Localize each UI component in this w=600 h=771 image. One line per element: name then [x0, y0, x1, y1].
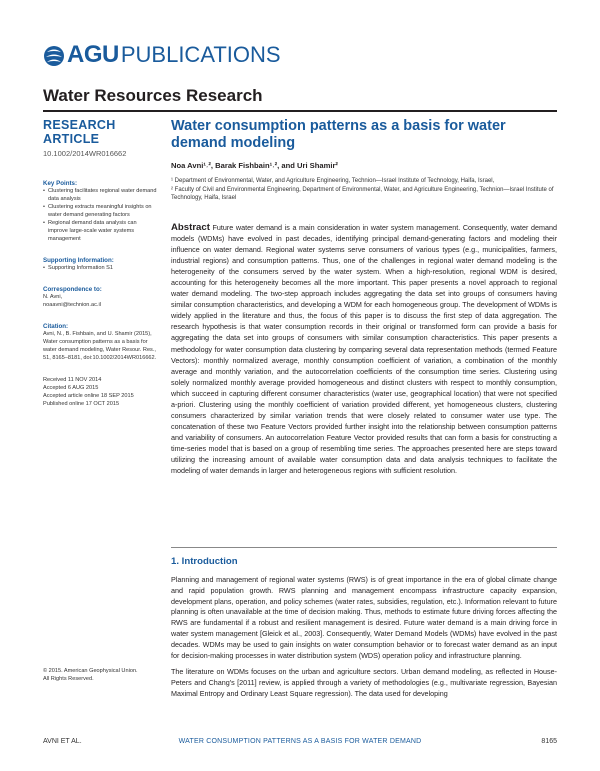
- correspondence-name: N. Avni,: [43, 294, 63, 300]
- footer-running-title: WATER CONSUMPTION PATTERNS AS A BASIS FOR WATER DEMAND: [178, 738, 422, 745]
- citation-heading: Citation:: [43, 323, 69, 330]
- affiliations: [171, 177, 557, 203]
- paragraph: The literature on WDMs focuses on the urban and agriculture sectors. Urban demand modeling, as reflected in House-Peters and Chang's [2011] review, is applied through a variety of methodologies (e.g., multivariate regression, Bayesian Maximal Entropy and Ordinary Least Square regression). The data used for developing: [171, 667, 557, 698]
- abstract: [171, 222, 557, 476]
- supporting-info-heading: Supporting Information:: [43, 257, 114, 264]
- date-published: Published online 17 OCT 2015: [43, 401, 120, 407]
- article-type: RESEARCH ARTICLE: [43, 118, 116, 146]
- copyright-notice: [43, 667, 158, 683]
- affiliation: ² Faculty of Civil and Environmental Engineering, Department of Environmental, Water, and Agriculture Engineering, Technion—Israel Institute of Technology, Haifa, Israel: [171, 186, 554, 201]
- page-number: 8165: [541, 738, 557, 745]
- article-header: [171, 118, 557, 203]
- article-title: [171, 118, 557, 152]
- date-accepted: Accepted 6 AUG 2015: [43, 385, 99, 391]
- supporting-info-list: [43, 264, 158, 272]
- journal-name: Water Resources Research: [43, 86, 263, 105]
- date-accepted-online: Accepted article online 18 SEP 2015: [43, 393, 134, 399]
- page-footer: [43, 738, 557, 748]
- correspondence-email[interactable]: noaavni@technion.ac.il: [43, 302, 101, 308]
- key-points-list: [43, 187, 158, 243]
- abstract-heading: Abstract: [171, 222, 210, 233]
- affiliation: ¹ Department of Environmental, Water, and Agriculture Engineering, Technion—Israel Institute of Technology, Haifa, Israel,: [171, 178, 495, 184]
- correspondence-heading: Correspondence to:: [43, 286, 102, 293]
- logo-publications-text: PUBLICATIONS: [120, 42, 281, 67]
- article-dates: [43, 376, 158, 408]
- agu-globe-icon: [43, 43, 65, 67]
- key-point: • Clustering extracts meaningful insights on water demand generating factors: [43, 203, 158, 219]
- introduction-heading: 1. Introduction: [171, 556, 238, 567]
- agu-publications-logo: [43, 42, 281, 68]
- title-line: demand modeling: [171, 135, 296, 151]
- section-divider: [171, 547, 557, 548]
- footer-authors: AVNI ET AL.: [43, 738, 82, 745]
- title-line: Water consumption patterns as a basis for water: [171, 118, 506, 134]
- supporting-info-link[interactable]: • Supporting Information S1: [43, 264, 158, 272]
- sidebar: [43, 118, 158, 408]
- date-received: Received 11 NOV 2014: [43, 377, 102, 383]
- abstract-text: Future water demand is a main consideration in water system management. Consequently, water demand models (WDMs) have evolved in past decades, identifying principal demand-generating factors and modeling their influence on water demand. Regional water systems serve consumers of various types (e.g., municipalities, farmers, industrial regions) and consumption patterns. Thus, one of the challenges in regional water demand modeling is the heterogeneity of the consumers served by the water system. When a high-resolution, regional WDM is desired, accounting for this heterogeneity becomes all the more important. This paper presents a novel approach to regional water demand modeling. The two-step approach includes aggregating the data set into groups of consumers having similar consumption characteristics, and developing a WDM for each homogeneous group. The development of WDMs is widely applied in the literature and thus, the focus of this paper is to discuss the first step of data aggregation. The research hypothesis is that water consumption records in their original or transformed form can provide a basis for aggregating the data set into groups of consumers with similar consumption characteristics. This paper presents a methodology for water consumption data clustering by comparing several data representation methods (termed Feature Vectors): monthly normalized average, monthly consumption coefficient of variation, a combination of the monthly average and monthly variation, and the autocorrelation coefficients of the consumption time series. Clustering using solely normalized monthly average provided homogeneous and distinct clusters with respect to monthly consumption, which succeed in capturing different consumer characteristics (water use, geographical location) that were not specified a-priori. Clustering using the monthly coefficient of variation provided different, yet homogeneous clusters, clustering consumers characterized by similar variation trends that were closely related to consumer water use type. The concatenation of these two Feature Vectors provided further insight into the relationship between consumption patterns and variability of consumers. An autocorrelation Feature Vector provided results that can form a basis for constructing a time-series model that is based on a group of resembling time series. The approaches presented here are steps toward utilizing the increasing amount of available water consumption data and data analysis techniques to facilitate the modeling of water demands in larger and heterogeneous regions with sufficient resolution.: [171, 223, 558, 476]
- citation-text: Avni, N., B. Fishbain, and U. Shamir (2015), Water consumption patterns as a basis for water demand modeling, Water Resour. Res., 51, 8165–8181, doi:10.1002/2014WR016662.: [43, 331, 157, 361]
- key-point: • Regional demand data analysis can improve large-scale water systems management: [43, 219, 158, 243]
- header-rule: [43, 110, 557, 112]
- logo-agu-text: AGU: [67, 41, 119, 68]
- article-doi[interactable]: 10.1002/2014WR016662: [43, 149, 127, 158]
- rights-line: All Rights Reserved.: [43, 676, 94, 682]
- key-points-heading: Key Points:: [43, 180, 78, 187]
- copyright-line: © 2015. American Geophysical Union.: [43, 668, 138, 674]
- key-point: • Clustering facilitates regional water demand data analysis: [43, 187, 158, 203]
- introduction-body: [171, 575, 557, 700]
- paragraph: Planning and management of regional water systems (RWS) is of great importance in the era of global climate change and rapid population growth. RWS planning and management encompass infrastructure capacity expansion, development plans, operation, and policy schemes (water rates, subsidies, regulation, etc.). Information relevant to future planning is often unavailable at the time of decision making. Thus, methods to estimate future driving forces affecting the RWS are fundamental if a robust and resilient management is desired. Future water demand is a main driving force in water system management [Gleick et al., 2003]. Consequently, Water Demand Models (WDMs) have evolved in the past decades. WDMs may be used to gain insights on water consumption behavior or to forecast water demand as an input for decision-making processes in water distribution system (WDS) operation policy and infrastructure planning.: [171, 575, 557, 660]
- author-list: Noa Avni¹˒², Barak Fishbain¹˒², and Uri Shamir²: [171, 161, 338, 170]
